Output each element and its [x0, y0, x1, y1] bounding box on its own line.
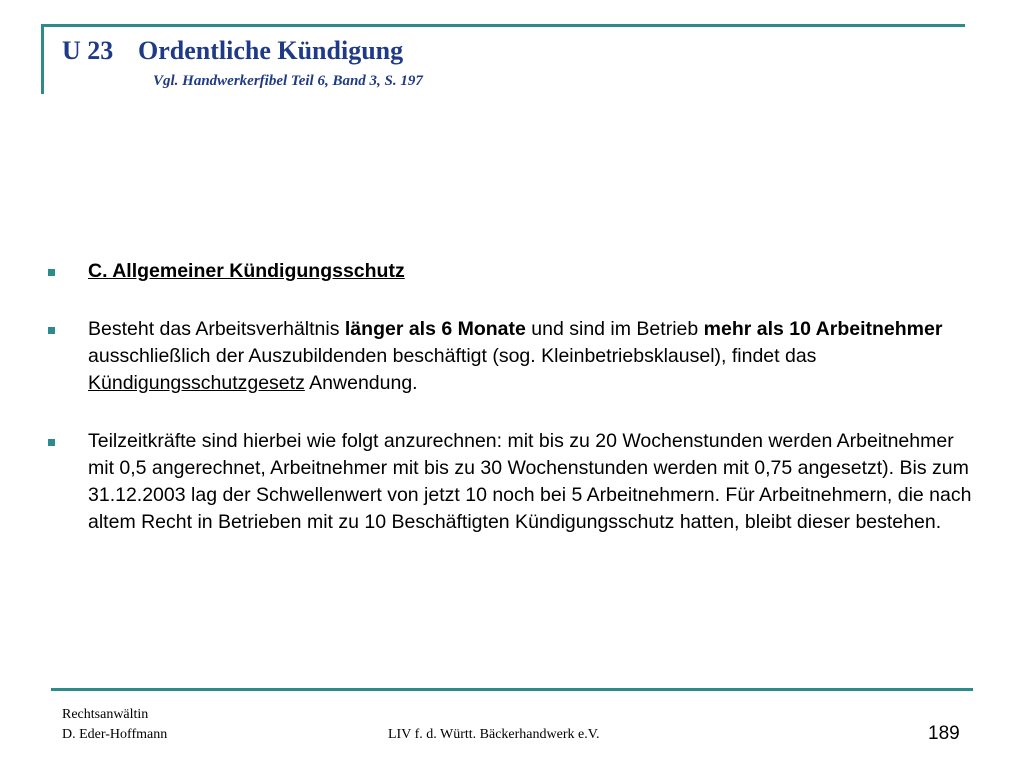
- bullet-text: ausschließlich der Auszubildenden beschäftigt (sog. Kleinbetriebsklausel), findet das: [88, 345, 817, 367]
- slide-subtitle: Vgl. Handwerkerfibel Teil 6, Band 3, S. 197: [153, 73, 423, 89]
- square-bullet-icon: [48, 269, 55, 276]
- bullet-text: und sind im Betrieb: [525, 318, 704, 340]
- bullet-item-applicability: [44, 316, 974, 397]
- title-frame-left-line: [41, 24, 44, 94]
- square-bullet-icon: [48, 327, 55, 334]
- footer-organization: LIV f. d. Württ. Bäckerhandwerk e.V.: [388, 727, 600, 742]
- footer-author-name: D. Eder-Hoffmann: [62, 727, 168, 742]
- section-heading: C. Allgemeiner Kündigungsschutz: [88, 260, 405, 282]
- title-frame-top-line: [41, 24, 965, 27]
- footer-divider: [51, 688, 973, 691]
- slide-title-number: U 23: [62, 36, 114, 65]
- bullet-bold-text: mehr als 10 Arbeitnehmer: [703, 318, 943, 340]
- underlined-law-name: Kündigungsschutzgesetz: [88, 372, 305, 394]
- bullet-list: [44, 258, 974, 567]
- footer-author-title: Rechtsanwältin: [62, 707, 149, 722]
- slide-title: [62, 36, 403, 66]
- square-bullet-icon: [48, 439, 55, 446]
- slide-title-text: Ordentliche Kündigung: [138, 36, 404, 65]
- bullet-item-heading: [44, 258, 974, 285]
- bullet-item-part-time: [44, 428, 974, 536]
- page-number: 189: [928, 723, 960, 744]
- bullet-bold-text: länger als 6 Monate: [344, 318, 526, 340]
- bullet-text: Besteht das Arbeitsverhältnis: [88, 318, 345, 340]
- bullet-text: Anwendung.: [304, 372, 418, 394]
- footer-author: [62, 705, 167, 745]
- bullet-text: Teilzeitkräfte sind hierbei wie folgt anzurechnen: mit bis zu 20 Wochenstunden werden Arbeitnehmer mit 0,5 angerechnet, Arbeitnehmer mit bis zu 30 Wochenstunden werden mit 0,75 angesetzt). Bis zum 31.12.2003 lag der Schwellenwert von jetzt 10 noch bei 5 Arbeitnehmern. Für Arbeitnehmern, die nach altem Recht in Betrieben mit zu 10 Beschäftigten Kündigungsschutz hatten, bleibt dieser bestehen.: [88, 430, 972, 533]
